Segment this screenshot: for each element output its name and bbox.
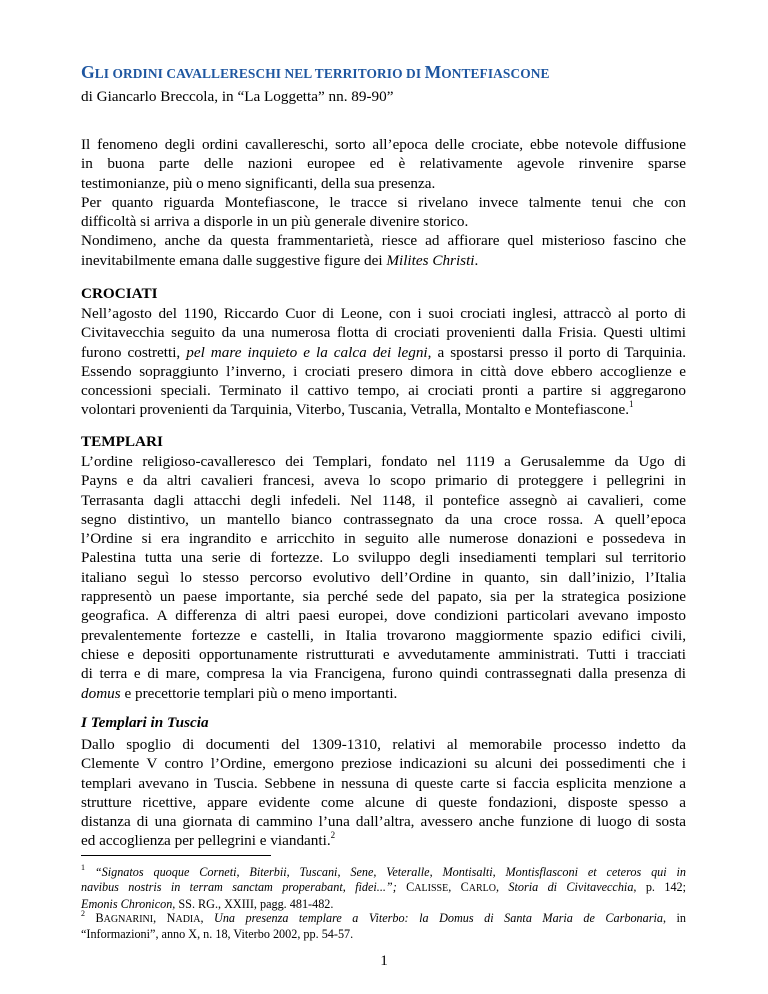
text-fragment: inevitabilmente emana dalle suggestive figure dei [81, 251, 387, 269]
text-line: templari avevano in Tuscia. Sebbene in nessuna di queste carte si faccia esplicita menzione a [81, 774, 686, 792]
small-caps: ARLO [468, 883, 496, 895]
text-line [81, 343, 686, 362]
italic-text: “Signatos quoque Corneti, Biterbii, Tuscani, Sene, Veteralle, Montisalti, Montisflasconi et ceteros qui in [85, 865, 686, 879]
title-text-2: ONTEFIASCONE [441, 66, 550, 81]
text-line: Nondimeno, anche da questa frammentarietà, riesce ad affiorare quel misterioso fascino che [81, 232, 686, 250]
text-line: italiano seguì lo stesso percorso evolutivo dell’Ordine in quanto, sin dall’inizio, l’Italia [81, 568, 686, 586]
text-line: testimonianze, più o meno significanti, della sua presenza. [81, 174, 436, 192]
document-title [81, 62, 701, 83]
text-fragment: furono costretti, [81, 343, 187, 361]
footnote-line [81, 862, 686, 880]
footnote-line [81, 897, 686, 912]
section-heading-tuscia: I Templari in Tuscia [81, 714, 209, 731]
title-text: LI ORDINI CAVALLERESCHI NEL TERRITORIO DI [94, 66, 425, 81]
small-caps: ADIA [175, 914, 201, 925]
text-line: Terrasanta dagli attacchi degli infedeli. Nel 1148, il pontefice assegnò ai cavalieri, come [81, 491, 686, 509]
footnote-ref[interactable]: 2 [330, 830, 336, 841]
small-caps: ALISSE [414, 883, 449, 895]
text-line: strutture ricettive, appare evidente come alcune di queste fondazioni, disposte spesso a [81, 793, 686, 811]
section-heading-crociati: CROCIATI [81, 285, 158, 302]
text-line: Dallo spoglio di documenti del 1309-1310, relativi al memorabile processo indetto da [81, 736, 686, 753]
text-line: difficoltà si arriva a disporle in un più generale divenire storico. [81, 213, 469, 231]
italic-text: navibus nostris in terram sanctam properabant, fidei...”; [81, 880, 397, 895]
footnote-1 [81, 862, 687, 912]
section-heading-templari: TEMPLARI [81, 433, 163, 450]
text-line [81, 684, 686, 703]
text-line: Palestina tutta una serie di fortezze. Lo sviluppo degli insediamenti templari sul territorio [81, 549, 686, 567]
text-fragment: volontari provenienti da Tarquinia, Viterbo, Tuscania, Vetralla, Montalto e Montefiascone. [81, 401, 630, 419]
text-line: Nell’agosto del 1190, Riccardo Cuor di Leone, con i suoi crociati inglesi, attraccò al porto di [81, 305, 686, 322]
italic-text: pel mare inquieto e la calca dei legni [186, 343, 428, 361]
italic-text: , Storia di Civitavecchia [495, 880, 634, 895]
intro-paragraph [81, 135, 686, 270]
text-line: chiese e depositi opportunamente ristrutturati e avvedutamente amministrati. Tutti i tracciati [81, 645, 686, 663]
italic-text: domus [81, 684, 121, 702]
text-line: distanza di una giornata di cammino l’una dall’altra, avessero anche funzione di luogo di sosta [81, 813, 686, 831]
footnote-number: 2 [81, 908, 85, 918]
text-line: Clemente V contro l’Ordine, emergono preziose indicazioni su alcuni dei possedimenti che i [81, 755, 686, 773]
byline: di Giancarlo Breccola, in “La Loggetta” nn. 89-90” [81, 88, 394, 105]
text-line: L’ordine religioso-cavalleresco dei Templari, fondato nel 1119 a Gerusalemme da Ugo di [81, 453, 686, 470]
text-line: prevalentemente fortezze e castelli, in Italia trovarono maggiormente spazio edifici civili, [81, 626, 686, 644]
footnote-ref[interactable]: 1 [629, 399, 634, 410]
text-line [81, 251, 686, 270]
text-line: l’Ordine si era ingrandito e arricchito in seguito alle numerose donazioni e possedeva in [81, 530, 686, 548]
text-line: Il fenomeno degli ordini cavallereschi, sorto all’epoca delle crociate, ebbe notevole diffusione [81, 136, 686, 153]
title-initial-2: M [424, 62, 442, 82]
text-line: geografica. A differenza di altri paesi europei, dove condizioni particolari avevano imposto [81, 607, 686, 625]
text-fragment: C [460, 880, 469, 895]
text-line [81, 400, 686, 419]
text-fragment: N [166, 911, 176, 925]
text-fragment: B [95, 911, 104, 925]
text-line: Payns e da altri cavalieri francesi, aveva lo scopo primario di proteggere i pellegrini in [81, 472, 686, 490]
text-line: concessioni speciali. Terminato il cattivo tempo, ai crociati pronti a partire si aggregarono [81, 382, 686, 400]
text-fragment: . [474, 251, 479, 269]
text-line: in buona parte delle nazioni europee ed è relativamente agevole rinvenire sparse [81, 155, 686, 173]
text-line: Essendo sopraggiunto l’inverno, i crociati presero dimora in città dove ebbero accoglienze e [81, 362, 686, 380]
title-initial: G [81, 62, 95, 82]
text-line: Per quanto riguarda Montefiascone, le tracce si rivelano invece talmente tenui che con [81, 193, 686, 211]
text-fragment: , p. 142; [633, 880, 687, 895]
text-fragment: , in [662, 911, 687, 925]
text-fragment: , [448, 880, 461, 895]
footnote-line [81, 908, 687, 927]
templari-paragraph [81, 452, 686, 703]
footnote-line [81, 880, 686, 896]
footnote-number: 1 [81, 862, 85, 872]
text-fragment: , a spostarsi presso il porto di Tarquinia. [427, 343, 687, 361]
italic-text: Emonis Chronicon, [81, 896, 176, 911]
small-caps: AGNARINI [103, 914, 154, 925]
text-fragment: C [406, 880, 415, 895]
text-fragment: ed accoglienza per pellegrini e viandanti. [81, 832, 331, 850]
italic-text: Milites Christi [386, 251, 475, 269]
footnote-2 [81, 908, 687, 943]
text-line: di terra e di mare, compresa la via Francigena, furono quindi contrassegnati dalla presenza di [81, 665, 686, 683]
text-line: rappresentò un paese importante, sia perché sede del papato, sia per la strategica posizione [81, 588, 686, 606]
italic-text: , Una presenza templare a Viterbo: la Domus di Santa Maria de Carbonaria [200, 911, 663, 925]
page-number: 1 [380, 952, 388, 969]
crociati-paragraph [81, 304, 686, 420]
footnote-separator [81, 855, 271, 856]
tuscia-paragraph [81, 735, 686, 851]
text-fragment: SS. RG., XXIII, pagg. 481-482. [175, 896, 334, 911]
text-line: Civitavecchia seguito da una numerosa flotta di crociati provenienti dalla Frisia. Questi ultimi [81, 324, 686, 342]
text-fragment: e precettorie templari più o meno importanti. [120, 684, 398, 702]
text-line: segno distintivo, un mantello bianco contrassegnato da una croce rossa. A quell’epoca [81, 510, 686, 528]
footnote-line: “Informazioni”, anno X, n. 18, Viterbo 2002, pp. 54-57. [81, 927, 354, 942]
text-fragment: , [153, 911, 167, 925]
text-line [81, 831, 686, 850]
